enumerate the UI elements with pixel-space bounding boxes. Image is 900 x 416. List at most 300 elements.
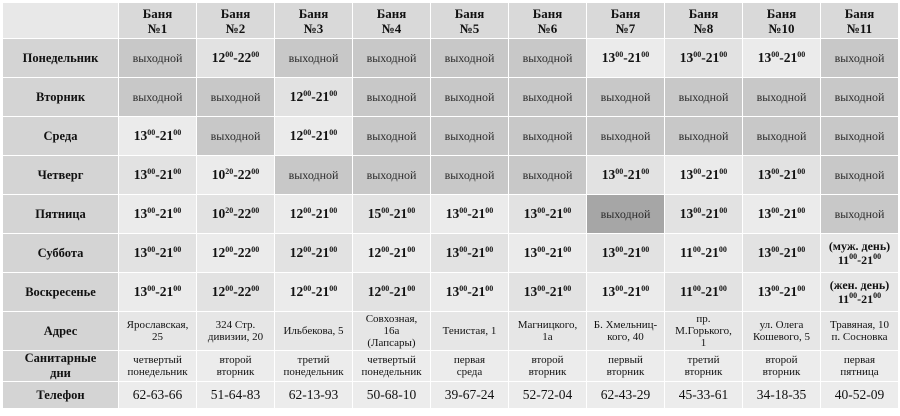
bathhouse-schedule-table	[2, 2, 899, 409]
close-minutes: 00	[641, 245, 650, 254]
address-line: кого, 40	[607, 331, 644, 343]
close-hour: 21	[705, 50, 720, 65]
address-cell	[665, 312, 743, 351]
open-hour: 13	[601, 245, 616, 260]
sanitary-day-cell	[587, 351, 665, 382]
address-line: Травяная, 10	[829, 319, 890, 331]
opening-hours: $13^{00}-21^{00}$	[757, 245, 806, 260]
bathhouse-header-line: Баня	[220, 5, 251, 21]
close-hour: 21	[549, 245, 564, 260]
opening-hours-cell	[743, 273, 821, 312]
open-hour: 12	[289, 206, 304, 221]
close-hour: 21	[471, 245, 486, 260]
day-off-cell: выходной	[587, 117, 665, 156]
address-line: Магницкого,	[517, 319, 578, 331]
open-minutes: 00	[459, 284, 468, 293]
open-minutes: 00	[537, 206, 546, 215]
opening-hours-cell	[665, 273, 743, 312]
opening-hours: $13^{00}-21^{00}$	[445, 284, 494, 299]
day-off-cell: выходной	[821, 39, 899, 78]
opening-hours: $13^{00}-21^{00}$	[523, 245, 572, 260]
header-row	[3, 3, 899, 39]
close-hour: 21	[783, 245, 798, 260]
open-hour: 13	[757, 50, 772, 65]
sanitary-day-line: вторник	[216, 366, 255, 378]
open-hour: 13	[445, 206, 460, 221]
day-off-cell: выходной	[587, 78, 665, 117]
open-minutes: 00	[692, 245, 701, 254]
day-off-cell: выходной	[353, 78, 431, 117]
open-minutes: 00	[225, 245, 234, 254]
bathhouse-column-header	[743, 3, 821, 39]
opening-hours-cell	[197, 195, 275, 234]
bathhouse-header-line: №5	[459, 20, 480, 36]
day-off-cell: выходной	[509, 117, 587, 156]
open-hour: 15	[367, 206, 382, 221]
bathhouse-column-header	[821, 3, 899, 39]
open-hour: 12	[289, 89, 304, 104]
bathhouse-header-line: №7	[615, 20, 636, 36]
opening-hours-cell	[353, 273, 431, 312]
open-hour: 10	[211, 206, 226, 221]
opening-hours: $13^{00}-21^{00}$	[757, 50, 806, 65]
open-hour: 13	[133, 245, 148, 260]
address-line: (Лапсары)	[367, 337, 416, 349]
bathhouse-header-line: Баня	[532, 5, 563, 21]
open-minutes: 00	[693, 206, 702, 215]
address-line: 1а	[542, 331, 553, 343]
opening-hours: $13^{00}-21^{00}$	[133, 245, 182, 260]
sanitary-days-row	[3, 351, 899, 382]
close-minutes: 00	[251, 245, 260, 254]
close-minutes: 00	[407, 206, 416, 215]
open-hour: 13	[523, 206, 538, 221]
address-line: Совхозная,	[365, 313, 418, 325]
opening-hours-cell	[275, 273, 353, 312]
open-minutes: 00	[147, 128, 156, 137]
close-minutes: 00	[329, 284, 338, 293]
address-label: Адрес	[3, 312, 119, 351]
close-minutes: 00	[563, 284, 572, 293]
opening-hours: $11^{00}-21^{00}$	[837, 252, 882, 267]
open-minutes: 00	[147, 284, 156, 293]
day-off-cell: выходной	[509, 78, 587, 117]
bathhouse-column-header	[275, 3, 353, 39]
address-line: М.Горького,	[675, 325, 732, 337]
open-minutes: 00	[381, 284, 390, 293]
open-minutes: 00	[537, 284, 546, 293]
close-minutes: 00	[251, 50, 260, 59]
close-hour: 21	[549, 284, 564, 299]
bathhouse-column-header	[431, 3, 509, 39]
opening-hours: $12^{00}-21^{00}$	[289, 89, 338, 104]
open-minutes: 00	[692, 284, 701, 293]
day-off-cell: выходной	[587, 195, 665, 234]
opening-hours-cell	[743, 234, 821, 273]
close-minutes: 00	[719, 167, 728, 176]
close-hour: 22	[237, 284, 252, 299]
close-minutes: 00	[641, 284, 650, 293]
close-hour: 21	[471, 284, 486, 299]
address-cell	[119, 312, 197, 351]
day-off-cell: выходной	[665, 117, 743, 156]
close-minutes: 00	[797, 167, 806, 176]
open-minutes: 00	[771, 284, 780, 293]
close-hour: 21	[705, 206, 720, 221]
bathhouse-header-line: Баня	[298, 5, 329, 21]
opening-hours: $11^{00}-21^{00}$	[837, 291, 882, 306]
opening-hours: $13^{00}-21^{00}$	[523, 206, 572, 221]
day-off-cell: выходной	[743, 78, 821, 117]
close-hour: 21	[705, 245, 719, 260]
close-hour: 22	[237, 167, 252, 182]
open-hour: 11	[837, 292, 850, 306]
close-hour: 21	[705, 167, 720, 182]
open-minutes: 00	[771, 50, 780, 59]
sanitary-day-line: вторник	[762, 366, 801, 378]
close-hour: 21	[627, 284, 642, 299]
close-minutes: 00	[719, 206, 728, 215]
close-minutes: 00	[641, 50, 650, 59]
sanitary-day-cell	[431, 351, 509, 382]
sanitary-day-cell	[743, 351, 821, 382]
close-hour: 22	[237, 206, 252, 221]
close-minutes: 00	[797, 245, 806, 254]
address-line: Тенистая, 1	[442, 325, 497, 337]
corner-cell	[3, 3, 119, 39]
open-minutes: 00	[147, 167, 156, 176]
open-hour: 12	[289, 245, 304, 260]
opening-hours-cell	[275, 234, 353, 273]
opening-hours: $13^{00}-21^{00}$	[757, 284, 806, 299]
opening-hours: $12^{00}-22^{00}$	[211, 245, 260, 260]
opening-hours: $13^{00}-21^{00}$	[523, 284, 572, 299]
open-minutes: 00	[615, 167, 624, 176]
opening-hours-cell	[431, 273, 509, 312]
day-off-cell: выходной	[431, 156, 509, 195]
open-hour: 12	[367, 245, 382, 260]
opening-hours: $13^{00}-21^{00}$	[757, 167, 806, 182]
weekday-label: Понедельник	[3, 39, 119, 78]
schedule-row	[3, 234, 899, 273]
close-minutes: 00	[563, 245, 572, 254]
open-hour: 13	[679, 50, 694, 65]
open-hour: 13	[757, 245, 772, 260]
address-line: Ильбекова, 5	[283, 325, 344, 337]
day-off-cell: выходной	[275, 39, 353, 78]
close-hour: 21	[627, 167, 642, 182]
schedule-row	[3, 195, 899, 234]
bathhouse-header-line: Баня	[844, 5, 875, 21]
opening-hours-cell	[275, 78, 353, 117]
sanitary-days-label	[3, 351, 119, 382]
sanitary-day-line: вторник	[684, 366, 723, 378]
sanitary-day-line: вторник	[606, 366, 645, 378]
bathhouse-header-line: №11	[846, 20, 873, 36]
day-off-cell: выходной	[509, 39, 587, 78]
sanitary-day-line: второй	[531, 354, 564, 366]
address-cell	[743, 312, 821, 351]
close-hour: 21	[783, 167, 798, 182]
address-line: Кошевого, 5	[753, 331, 810, 343]
day-off-cell: выходной	[197, 78, 275, 117]
bathhouse-column-header	[509, 3, 587, 39]
close-minutes: 00	[563, 206, 572, 215]
sanitary-day-cell	[119, 351, 197, 382]
day-off-cell: выходной	[821, 156, 899, 195]
open-minutes: 00	[537, 245, 546, 254]
day-off-cell: выходной	[821, 117, 899, 156]
close-minutes: 00	[641, 167, 650, 176]
close-hour: 21	[315, 245, 330, 260]
sanitary-label-line: дни	[50, 366, 71, 380]
sanitary-day-line: пятница	[840, 366, 879, 378]
open-hour: 13	[757, 284, 772, 299]
opening-hours: $15^{00}-21^{00}$	[367, 206, 416, 221]
open-minutes: 00	[303, 89, 312, 98]
close-hour: 21	[315, 206, 330, 221]
opening-hours: $13^{00}-21^{00}$	[601, 50, 650, 65]
bathhouse-header-line: Баня	[610, 5, 641, 21]
phone-cell: 51-64-83	[197, 382, 275, 409]
opening-hours-cell	[509, 195, 587, 234]
open-minutes: 00	[303, 128, 312, 137]
day-off-cell: выходной	[197, 117, 275, 156]
opening-hours: $10^{20}-22^{00}$	[211, 206, 260, 221]
opening-hours: $13^{00}-21^{00}$	[133, 167, 182, 182]
close-hour: 21	[393, 245, 408, 260]
weekday-label: Пятница	[3, 195, 119, 234]
open-minutes: 00	[693, 50, 702, 59]
close-hour: 21	[549, 206, 564, 221]
day-off-cell: выходной	[275, 156, 353, 195]
open-minutes: 00	[771, 245, 780, 254]
opening-hours-cell	[587, 156, 665, 195]
close-hour: 21	[315, 89, 330, 104]
open-hour: 13	[133, 284, 148, 299]
close-minutes: 00	[251, 167, 260, 176]
schedule-row	[3, 273, 899, 312]
close-minutes: 00	[873, 291, 882, 300]
open-minutes: 00	[459, 245, 468, 254]
opening-hours-cell	[197, 156, 275, 195]
opening-hours: $13^{00}-21^{00}$	[133, 128, 182, 143]
close-minutes: 00	[251, 206, 260, 215]
open-minutes: 00	[693, 167, 702, 176]
opening-hours-cell	[587, 39, 665, 78]
close-minutes: 00	[173, 128, 182, 137]
open-hour: 13	[523, 284, 538, 299]
close-hour: 21	[627, 50, 642, 65]
close-minutes: 00	[173, 284, 182, 293]
open-hour: 13	[601, 167, 616, 182]
sanitary-day-line: вторник	[528, 366, 567, 378]
sanitary-day-line: четвертый	[133, 354, 182, 366]
opening-hours-cell	[119, 234, 197, 273]
weekday-label: Воскресенье	[3, 273, 119, 312]
close-hour: 21	[159, 245, 174, 260]
opening-hours-cell	[665, 39, 743, 78]
opening-hours-cell	[119, 156, 197, 195]
day-off-cell: выходной	[431, 78, 509, 117]
open-hour: 12	[289, 128, 304, 143]
open-minutes: 00	[771, 167, 780, 176]
day-off-cell: выходной	[353, 39, 431, 78]
opening-hours-cell	[587, 234, 665, 273]
opening-hours-cell	[587, 273, 665, 312]
sanitary-day-line: четвертый	[367, 354, 416, 366]
open-hour: 13	[601, 284, 616, 299]
bathhouse-header-line: №8	[693, 20, 714, 36]
opening-hours: $12^{00}-21^{00}$	[289, 128, 338, 143]
close-hour: 21	[471, 206, 486, 221]
close-hour: 21	[315, 128, 330, 143]
close-hour: 21	[627, 245, 642, 260]
phone-cell: 34-18-35	[743, 382, 821, 409]
opening-hours-cell	[665, 156, 743, 195]
opening-hours: $13^{00}-21^{00}$	[679, 167, 728, 182]
close-minutes: 00	[173, 206, 182, 215]
special-day-note: (муж. день)	[828, 239, 891, 253]
open-hour: 12	[367, 284, 382, 299]
day-off-cell: выходной	[743, 117, 821, 156]
address-cell	[587, 312, 665, 351]
bathhouse-header-line: Баня	[766, 5, 797, 21]
close-minutes: 00	[407, 245, 416, 254]
open-hour: 12	[211, 284, 226, 299]
opening-hours: $13^{00}-21^{00}$	[445, 206, 494, 221]
day-off-cell: выходной	[353, 156, 431, 195]
phone-cell: 52-72-04	[509, 382, 587, 409]
opening-hours: $13^{00}-21^{00}$	[679, 206, 728, 221]
open-minutes: 00	[849, 252, 858, 261]
close-minutes: 00	[873, 252, 882, 261]
open-hour: 13	[601, 50, 616, 65]
day-off-cell: выходной	[509, 156, 587, 195]
open-hour: 12	[289, 284, 304, 299]
weekday-label: Суббота	[3, 234, 119, 273]
close-hour: 21	[159, 128, 174, 143]
open-hour: 13	[133, 128, 148, 143]
opening-hours: $13^{00}-21^{00}$	[757, 206, 806, 221]
open-minutes: 00	[615, 50, 624, 59]
close-minutes: 00	[485, 245, 494, 254]
close-minutes: 00	[251, 284, 260, 293]
open-minutes: 20	[225, 167, 234, 176]
opening-hours: $12^{00}-22^{00}$	[211, 284, 260, 299]
schedule-row	[3, 156, 899, 195]
opening-hours-cell	[743, 195, 821, 234]
sanitary-label-line: Санитарные	[24, 351, 97, 365]
open-hour: 13	[133, 206, 148, 221]
address-cell	[353, 312, 431, 351]
address-line: ул. Олега	[759, 319, 804, 331]
open-hour: 13	[523, 245, 538, 260]
address-cell	[275, 312, 353, 351]
bathhouse-header-line: №10	[768, 20, 795, 36]
close-minutes: 00	[797, 284, 806, 293]
address-line: 1	[700, 337, 707, 349]
phone-cell: 45-33-61	[665, 382, 743, 409]
opening-hours: $13^{00}-21^{00}$	[601, 245, 650, 260]
opening-hours: $12^{00}-21^{00}$	[289, 245, 338, 260]
day-off-cell: выходной	[821, 78, 899, 117]
phone-cell: 40-52-09	[821, 382, 899, 409]
open-minutes: 00	[303, 245, 312, 254]
special-day-note: (жен. день)	[829, 278, 890, 292]
close-hour: 21	[783, 284, 798, 299]
sanitary-day-cell	[197, 351, 275, 382]
bathhouse-column-header	[353, 3, 431, 39]
opening-hours: $11^{00}-21^{00}$	[680, 245, 727, 260]
close-hour: 22	[237, 245, 252, 260]
sanitary-day-cell	[665, 351, 743, 382]
opening-hours-cell	[665, 234, 743, 273]
day-off-cell: выходной	[431, 39, 509, 78]
opening-hours: $11^{00}-21^{00}$	[680, 284, 727, 299]
close-minutes: 00	[407, 284, 416, 293]
open-hour: 13	[679, 206, 694, 221]
open-minutes: 00	[771, 206, 780, 215]
close-minutes: 00	[719, 50, 728, 59]
opening-hours-cell	[665, 195, 743, 234]
close-minutes: 00	[718, 284, 727, 293]
opening-hours-cell	[353, 195, 431, 234]
opening-hours-cell	[743, 39, 821, 78]
phone-cell: 62-13-93	[275, 382, 353, 409]
opening-hours-cell	[275, 195, 353, 234]
close-minutes: 00	[718, 245, 727, 254]
close-minutes: 00	[485, 206, 494, 215]
close-hour: 21	[159, 206, 174, 221]
close-hour: 21	[393, 284, 408, 299]
sanitary-day-line: понедельник	[283, 366, 344, 378]
close-minutes: 00	[797, 50, 806, 59]
close-hour: 21	[861, 292, 874, 306]
opening-hours: $13^{00}-21^{00}$	[601, 284, 650, 299]
sanitary-day-line: первый	[608, 354, 643, 366]
opening-hours: $12^{00}-21^{00}$	[289, 206, 338, 221]
address-line: Ярославская,	[126, 319, 189, 331]
opening-hours-cell	[197, 234, 275, 273]
close-minutes: 00	[329, 128, 338, 137]
opening-hours: $10^{20}-22^{00}$	[211, 167, 260, 182]
open-minutes: 00	[381, 206, 390, 215]
open-minutes: 20	[225, 206, 234, 215]
address-cell	[197, 312, 275, 351]
day-off-cell: выходной	[431, 117, 509, 156]
opening-hours-cell	[743, 156, 821, 195]
sanitary-day-line: среда	[456, 366, 483, 378]
address-row	[3, 312, 899, 351]
bathhouse-header-line: Баня	[454, 5, 485, 21]
opening-hours-cell	[197, 39, 275, 78]
open-hour: 13	[757, 206, 772, 221]
bathhouse-column-header	[665, 3, 743, 39]
bathhouse-header-line: №3	[303, 20, 324, 36]
bathhouse-header-line: №1	[147, 20, 168, 36]
address-cell	[431, 312, 509, 351]
opening-hours-cell	[353, 234, 431, 273]
schedule-row	[3, 78, 899, 117]
bathhouse-header-line: №2	[225, 20, 246, 36]
day-off-cell: выходной	[353, 117, 431, 156]
sanitary-day-line: третий	[297, 354, 330, 366]
address-line: 25	[152, 331, 163, 343]
weekday-label: Среда	[3, 117, 119, 156]
day-off-cell: выходной	[119, 39, 197, 78]
open-hour: 10	[211, 167, 226, 182]
